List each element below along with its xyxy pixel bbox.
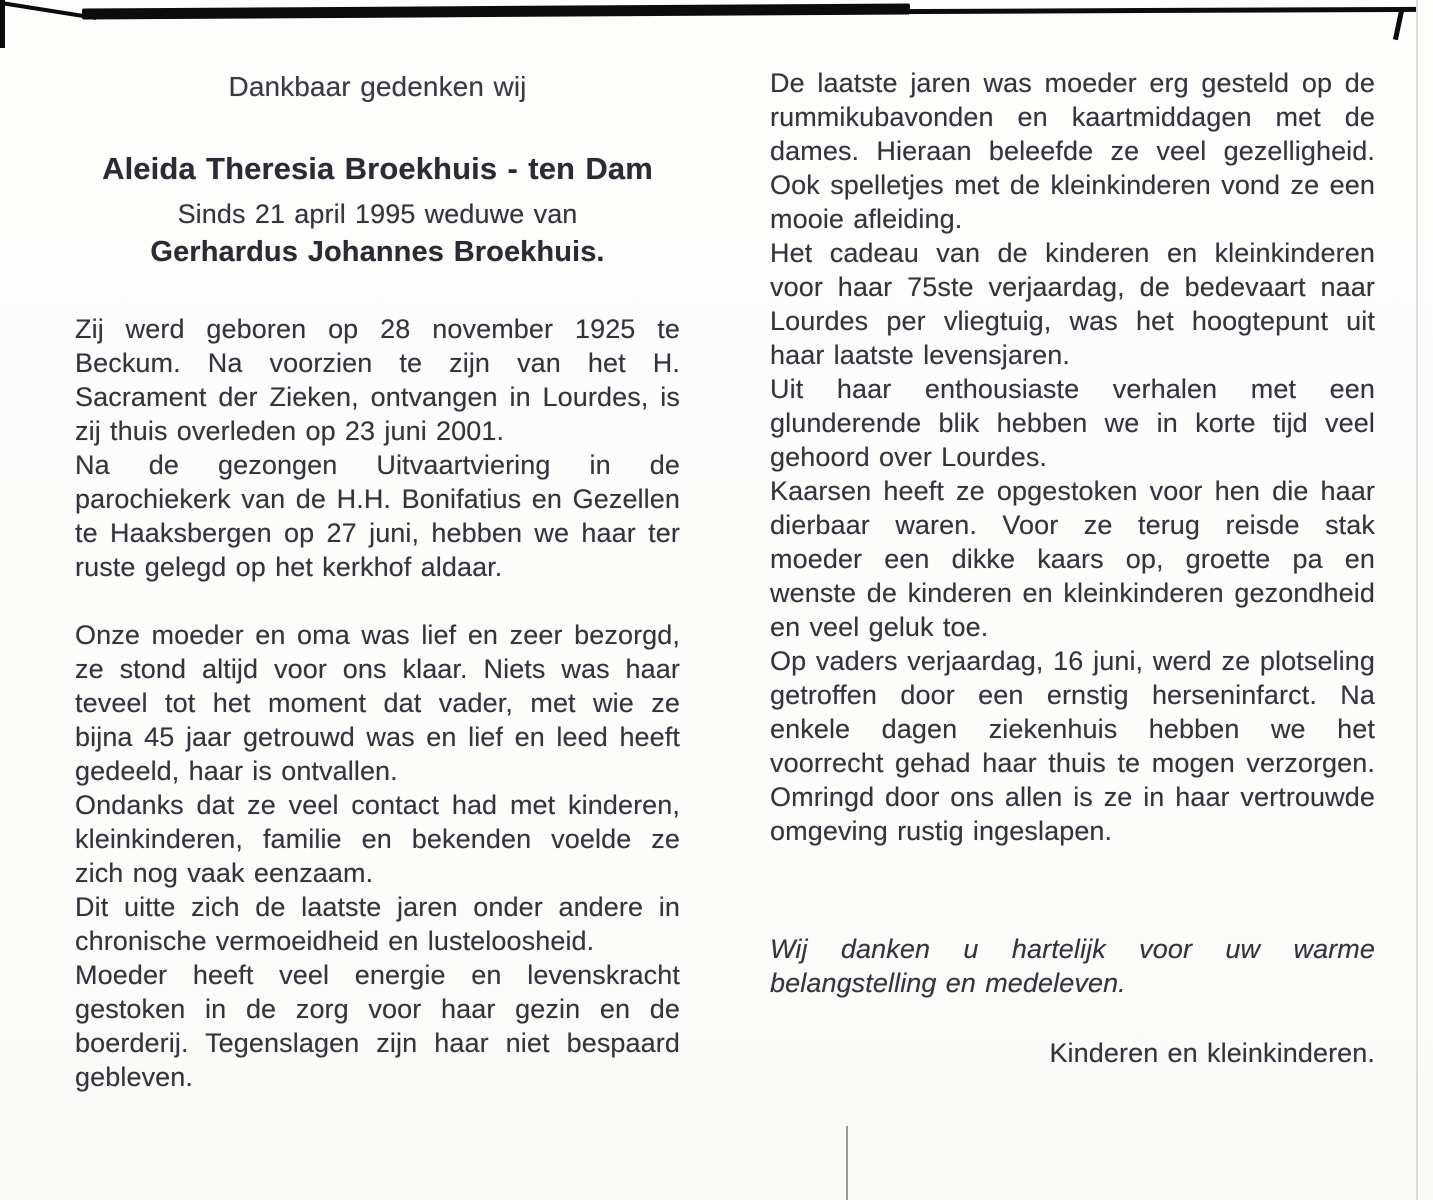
paragraph-passing: Op vaders verjaardag, 16 juni, werd ze plotseling getroffen door een ernstig herseninfarct. Na enkele dagen ziekenhuis hebben we het voorrecht gehad haar thuis te mogen verzorgen. Omringd door ons allen is ze in haar vertrouwde omgeving rustig ingeslapen.: [770, 646, 1375, 846]
paragraph-funeral: Na de gezongen Uitvaartviering in de parochiekerk van de H.H. Bonifatius en Gezellen te Haaksbergen op 27 juni, hebben we haar ter ruste gelegd op het kerkhof aldaar.: [75, 450, 680, 582]
left-column: [75, 70, 680, 1094]
paragraph-candles: Kaarsen heeft ze opgestoken voor hen die haar dierbaar waren. Voor ze terug reisde stak moeder een dikke kaars op, groette pa en wenste de kinderen en kleinkinderen gezondheid en veel geluk toe.: [770, 476, 1375, 642]
scan-artifact-right-edge: [1416, 0, 1418, 1200]
paragraph-fatigue: Dit uitte zich de laatste jaren onder andere in chronische vermoeidheid en lusteloosheid.: [75, 892, 680, 956]
paragraph-mother-caring: Onze moeder en oma was lief en zeer bezorgd, ze stond altijd voor ons klaar. Niets was haar teveel tot het moment dat vader, met wie ze bijna 45 jaar getrouwd was en lief en leed heeft gedeeld, haar is ontvallen.: [75, 620, 680, 786]
right-column: [770, 66, 1375, 1070]
scan-artifact-top-thin-line: [896, 7, 1418, 14]
paragraph-lourdes-gift: Het cadeau van de kinderen en kleinkinderen voor haar 75ste verjaardag, de bedevaart naar Lourdes per vliegtuig, was het hoogtepunt uit haar laatste levensjaren.: [770, 238, 1375, 370]
paragraph-birth-death: Zij werd geboren op 28 november 1925 te Beckum. Na voorzien te zijn van het H. Sacrament der Zieken, ontvangen in Lourdes, is zij thuis overleden op 23 juni 2001.: [75, 314, 680, 446]
husband-name: Gerhardus Johannes Broekhuis.: [150, 236, 605, 268]
paragraph-stories: Uit haar enthousiaste verhalen met een glunderende blik hebben we in korte tijd veel gehoord over Lourdes.: [770, 374, 1375, 472]
thanks-note: Wij danken u hartelijk voor uw warme belangstelling en medeleven.: [770, 934, 1375, 998]
scan-artifact-left-edge: [0, 0, 5, 48]
scan-artifact-top-bar: [82, 3, 910, 19]
widow-line: Sinds 21 april 1995 weduwe van: [177, 199, 578, 229]
signature-line: Kinderen en kleinkinderen.: [1049, 1038, 1375, 1068]
paragraph-loneliness: Ondanks dat ze veel contact had met kinderen, kleinkinderen, familie en bekenden voelde ze zich nog vaak eenzaam.: [75, 790, 680, 888]
paragraph-energy: Moeder heeft veel energie en levenskracht gestoken in de zorg voor haar gezin en de boerderij. Tegenslagen zijn haar niet bespaard gebleven.: [75, 960, 680, 1092]
scan-artifact-top-right-mark: [1393, 10, 1404, 40]
paragraph-rummikub: De laatste jaren was moeder erg gesteld op de rummikubavonden en kaartmiddagen met de dames. Hieraan beleefde ze veel gezelligheid. Ook spelletjes met de kleinkinderen vond ze een mooie afleiding.: [770, 68, 1375, 234]
deceased-name: Aleida Theresia Broekhuis - ten Dam: [102, 151, 653, 186]
intro-line: Dankbaar gedenken wij: [228, 71, 527, 102]
scan-artifact-bottom-fold-line: [846, 1126, 848, 1200]
